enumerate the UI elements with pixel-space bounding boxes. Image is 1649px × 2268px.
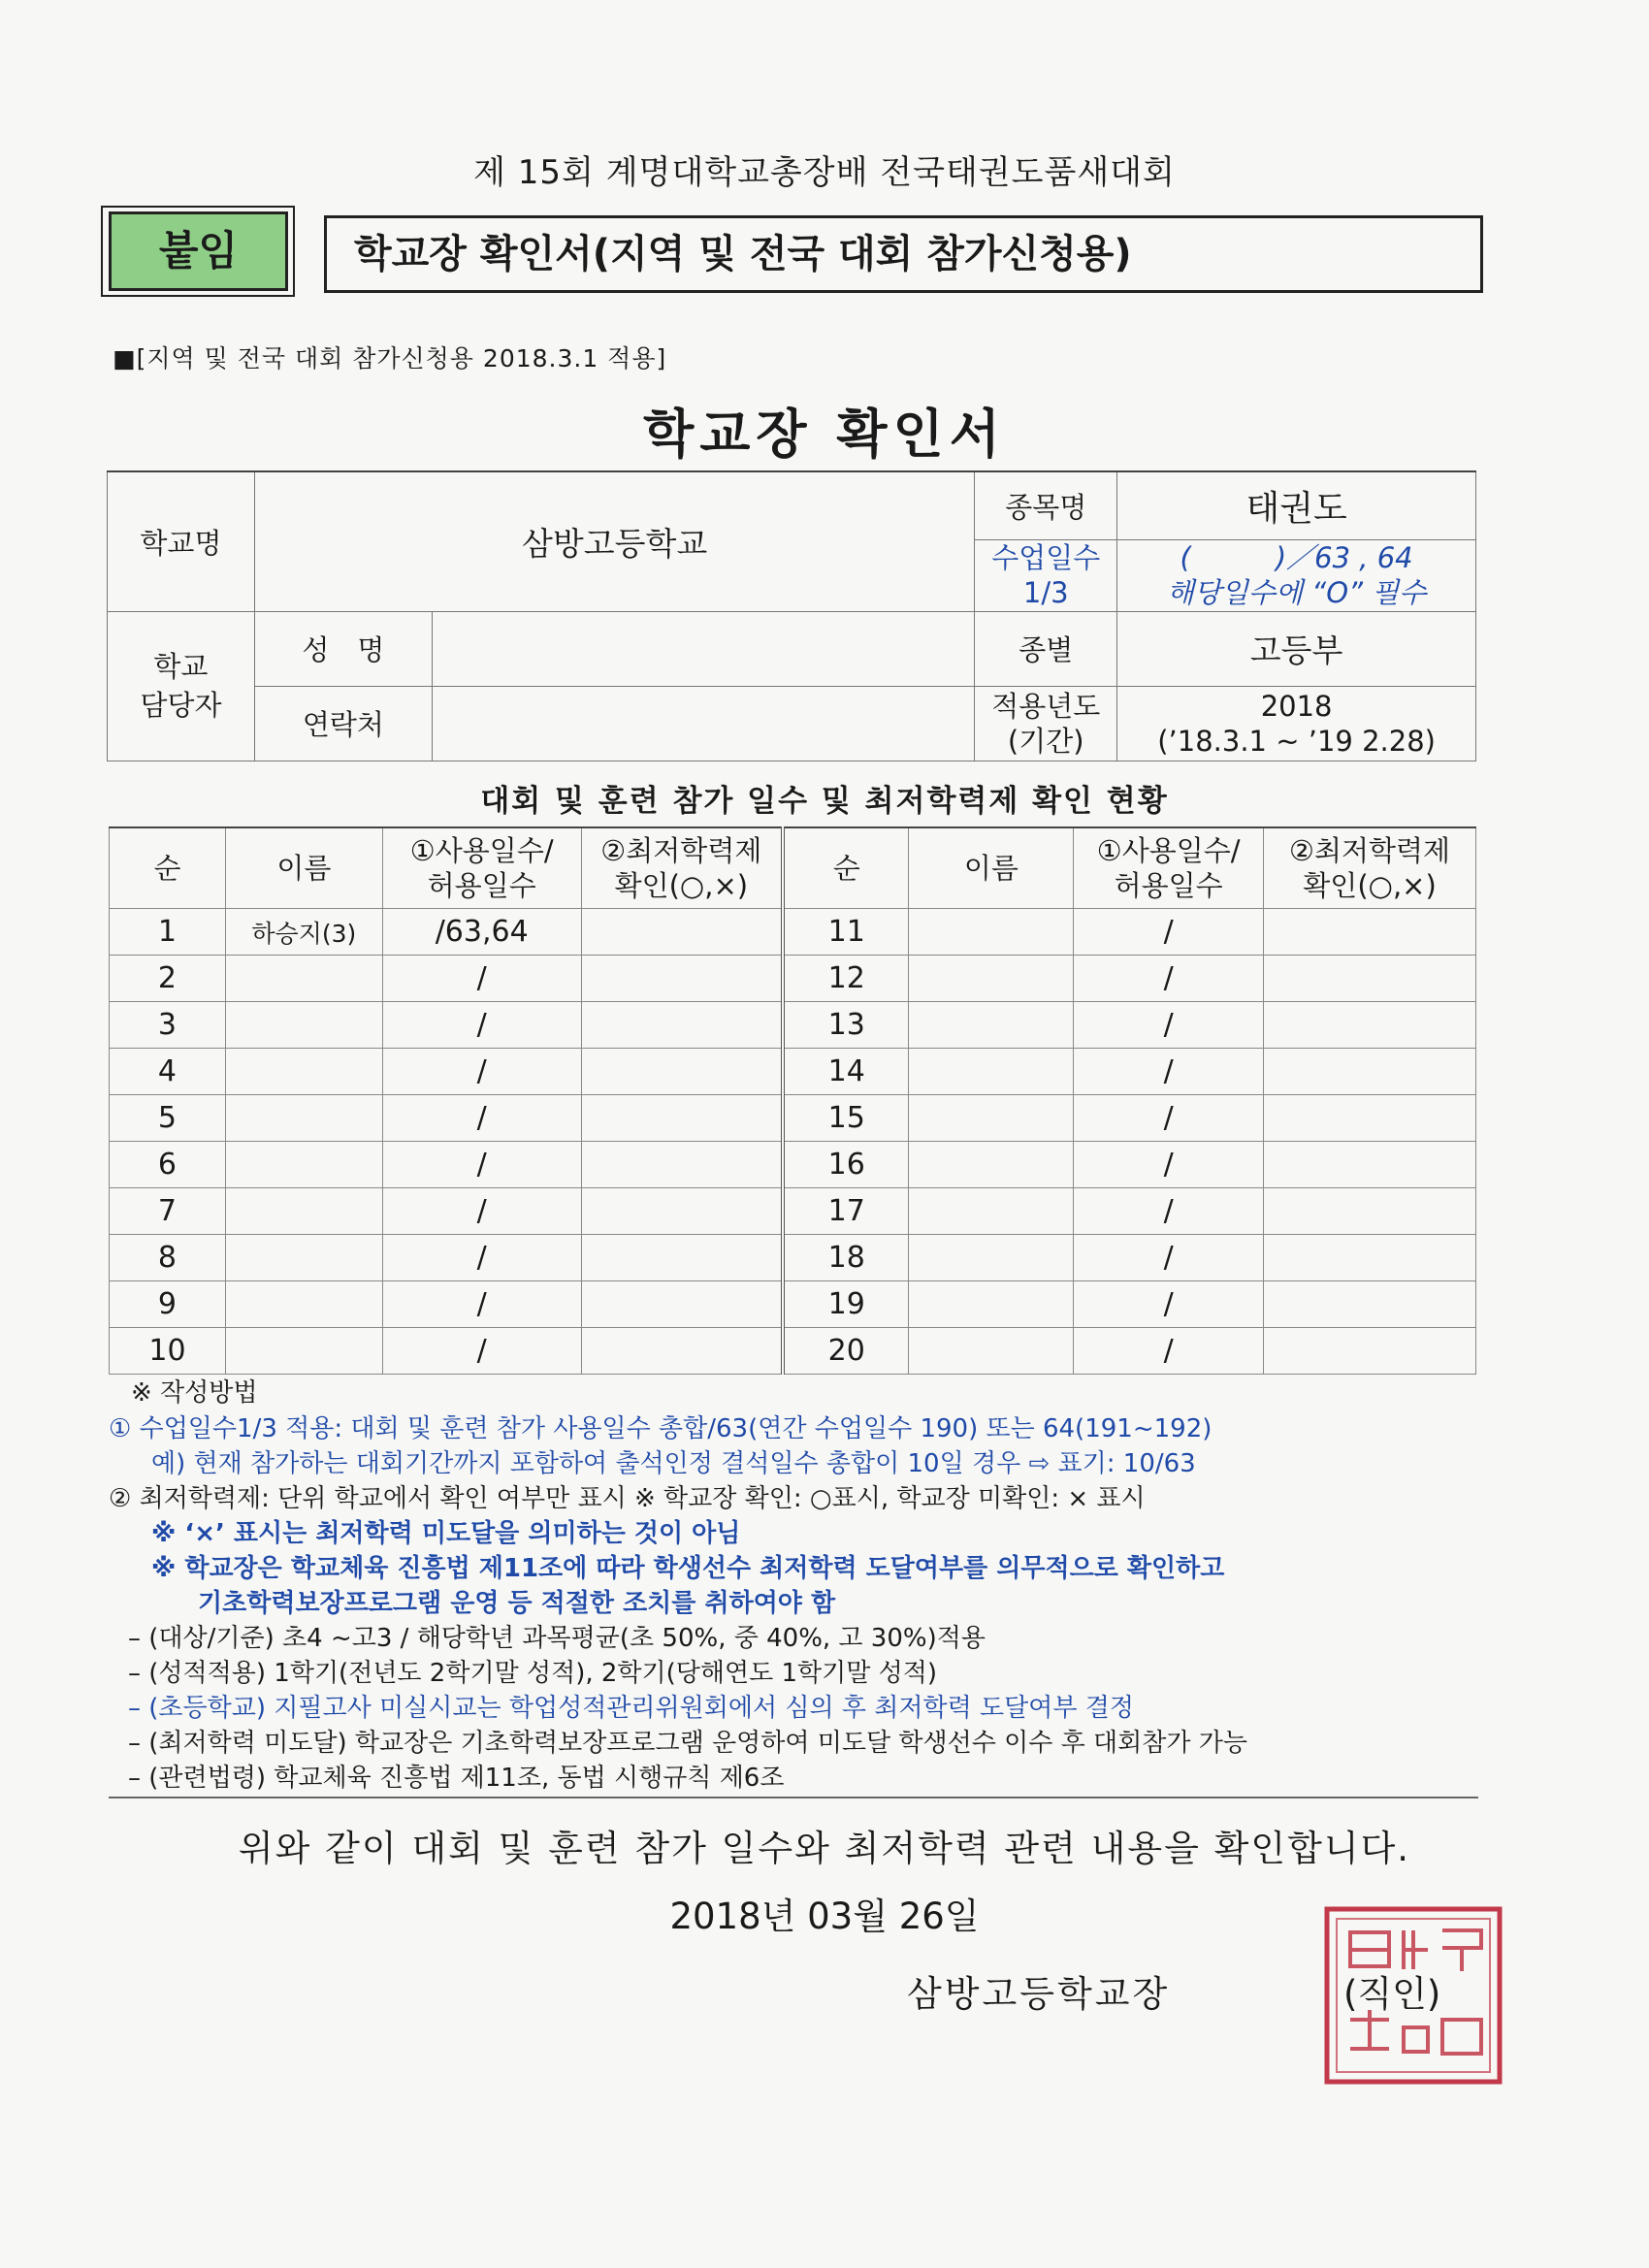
method-line: – (관련법령) 학교체육 진흥법 제11조, 동법 시행규칙 제6조	[128, 1764, 785, 1793]
row-number-cell-right: 14	[783, 1049, 909, 1095]
year-label	[975, 686, 1117, 761]
academic-check-cell	[581, 1281, 783, 1328]
student-name-cell	[225, 1235, 382, 1281]
col-check-header-line2: 확인(○,×)	[614, 869, 749, 902]
row-number-cell-right: 15	[783, 1095, 909, 1142]
table-row	[110, 1328, 1476, 1375]
method-line: – (초등학교) 지필고사 미실시교는 학업성적관리위원회에서 심의 후 최저학력 도달여부 결정	[128, 1694, 1134, 1723]
row-number-cell: 3	[110, 1002, 226, 1049]
days-used-cell-right: /	[1074, 1281, 1264, 1328]
col-name-header: 이름	[225, 827, 382, 909]
section-title: 대회 및 훈련 참가 일수 및 최저학력제 확인 현황	[480, 784, 1169, 819]
col-check-header-right-line1: ②최저학력제	[1289, 834, 1451, 867]
class-days-value	[1117, 539, 1476, 611]
academic-check-cell-right	[1264, 1095, 1476, 1142]
col-days-header-right-line1: ①사용일수/	[1096, 834, 1241, 867]
col-check-header-right-line2: 확인(○,×)	[1303, 869, 1437, 902]
days-used-cell-right: /	[1074, 1095, 1264, 1142]
col-name-header-right: 이름	[909, 827, 1074, 909]
row-number-cell: 9	[110, 1281, 226, 1328]
academic-check-cell-right	[1264, 1142, 1476, 1188]
academic-check-cell	[581, 956, 783, 1002]
student-name-cell	[225, 1049, 382, 1095]
student-name-cell	[225, 1281, 382, 1328]
days-used-cell-right: /	[1074, 1002, 1264, 1049]
col-no-header-right: 순	[783, 827, 909, 909]
info-table	[107, 470, 1476, 761]
event-value: 태권도	[1117, 471, 1476, 539]
days-used-cell: /	[382, 1328, 581, 1375]
academic-check-cell-right	[1264, 1328, 1476, 1375]
student-name-cell-right	[909, 1142, 1074, 1188]
year-value	[1117, 686, 1476, 761]
method-title: ※ 작성방법	[131, 1378, 258, 1408]
table-row	[110, 956, 1476, 1002]
seal-label: (직인)	[1343, 1973, 1441, 2015]
academic-check-cell	[581, 1235, 783, 1281]
academic-check-cell-right	[1264, 956, 1476, 1002]
student-name-cell-right	[909, 956, 1074, 1002]
student-name-cell-right	[909, 1049, 1074, 1095]
method-line: – (최저학력 미도달) 학교장은 기초학력보장프로그램 운영하여 미도달 학생선수 이수 후 대회참가 가능	[128, 1729, 1247, 1758]
student-name-cell-right	[909, 1235, 1074, 1281]
attachment-badge: 붙임	[109, 211, 288, 291]
days-used-cell-right: /	[1074, 1049, 1264, 1095]
table-row	[110, 1281, 1476, 1328]
table-row	[110, 1142, 1476, 1188]
academic-check-cell	[581, 1188, 783, 1235]
manager-label-line2: 담당자	[140, 689, 222, 722]
method-line: ② 최저학력제: 단위 학교에서 확인 여부만 표시 ※ 학교장 확인: ○표시, 학교장 미확인: × 표시	[109, 1484, 1146, 1513]
student-name-cell	[225, 1328, 382, 1375]
academic-check-cell	[581, 1049, 783, 1095]
academic-check-cell-right	[1264, 1049, 1476, 1095]
days-used-cell: /	[382, 1281, 581, 1328]
academic-check-cell-right	[1264, 1235, 1476, 1281]
days-used-cell: /	[382, 1235, 581, 1281]
table-row	[110, 1002, 1476, 1049]
days-used-cell-right: /	[1074, 1235, 1264, 1281]
table-header-row	[110, 827, 1476, 909]
student-name-cell	[225, 1095, 382, 1142]
student-name-cell-right	[909, 1281, 1074, 1328]
class-days-value-line2: 해당일수에 “O” 필수	[1166, 576, 1427, 609]
col-check-header-right	[1264, 827, 1476, 909]
method-line: 예) 현재 참가하는 대회기간까지 포함하여 출석인정 결석일수 총합이 10일 경우 ⇨ 표기: 10/63	[151, 1449, 1196, 1478]
event-title: 제 15회 계명대학교총장배 전국태권도품새대회	[473, 153, 1176, 192]
days-used-cell-right: /	[1074, 1188, 1264, 1235]
principal-name: 삼방고등학교장	[907, 1973, 1171, 2015]
student-name-cell-right	[909, 1328, 1074, 1375]
class-days-label-line1: 수업일수	[991, 541, 1101, 574]
manager-label	[108, 611, 255, 761]
academic-check-cell	[581, 1095, 783, 1142]
method-line: ※ ‘×’ 표시는 최저학력 미도달을 의미하는 것이 아님	[151, 1519, 741, 1548]
method-line: ※ 학교장은 학교체육 진흥법 제11조에 따라 학생선수 최저학력 도달여부를 의무적으로 확인하고	[151, 1554, 1225, 1583]
student-name-cell-right	[909, 909, 1074, 956]
row-number-cell: 10	[110, 1328, 226, 1375]
days-used-cell: /	[382, 956, 581, 1002]
col-check-header	[581, 827, 783, 909]
apply-note: ■[지역 및 전국 대회 참가신청용 2018.3.1 적용]	[113, 344, 667, 373]
row-number-cell: 1	[110, 909, 226, 956]
document-heading: 학교장 확인서	[643, 404, 1006, 465]
col-days-header-right	[1074, 827, 1264, 909]
table-row	[110, 909, 1476, 956]
confirm-statement: 위와 같이 대회 및 훈련 참가 일수와 최저학력 관련 내용을 확인합니다.	[238, 1828, 1411, 1869]
days-used-cell-right: /	[1074, 956, 1264, 1002]
method-lines	[109, 1411, 1496, 1796]
table-row	[110, 1188, 1476, 1235]
document-box-title: 학교장 확인서(지역 및 전국 대회 참가신청용)	[324, 215, 1483, 293]
days-used-cell: /	[382, 1049, 581, 1095]
row-number-cell: 6	[110, 1142, 226, 1188]
manager-label-line1: 학교	[153, 650, 209, 683]
student-name-cell-right	[909, 1002, 1074, 1049]
days-used-cell: /63,64	[382, 909, 581, 956]
col-days-header-line1: ①사용일수/	[409, 834, 554, 867]
confirm-date: 2018년 03월 26일	[669, 1895, 980, 1937]
divider-line	[109, 1797, 1478, 1798]
days-used-cell-right: /	[1074, 1142, 1264, 1188]
event-label: 종목명	[975, 471, 1117, 539]
academic-check-cell	[581, 909, 783, 956]
row-number-cell: 4	[110, 1049, 226, 1095]
row-number-cell-right: 12	[783, 956, 909, 1002]
name-value	[432, 611, 975, 686]
method-line: – (대상/기준) 초4 ~고3 / 해당학년 과목평균(초 50%, 중 40%, 고 30%)적용	[128, 1624, 986, 1653]
days-used-cell: /	[382, 1188, 581, 1235]
method-line: 기초학력보장프로그램 운영 등 적절한 조치를 취하여야 함	[198, 1589, 836, 1618]
row-number-cell-right: 18	[783, 1235, 909, 1281]
contact-value	[432, 686, 975, 761]
row-number-cell-right: 13	[783, 1002, 909, 1049]
year-value-line1: 2018	[1260, 689, 1333, 723]
row-number-cell-right: 11	[783, 909, 909, 956]
row-number-cell: 8	[110, 1235, 226, 1281]
year-value-line2: (’18.3.1 ~ ’19 2.28)	[1157, 724, 1436, 758]
student-name-cell: 하승지(3)	[225, 909, 382, 956]
year-label-line2: (기간)	[1007, 724, 1084, 758]
col-check-header-line1: ②최저학력제	[600, 834, 762, 867]
row-number-cell-right: 19	[783, 1281, 909, 1328]
table-row	[110, 1049, 1476, 1095]
class-days-value-line1: ( )／63 , 64	[1180, 541, 1413, 574]
col-days-header-right-line2: 허용일수	[1114, 869, 1223, 902]
school-name-value: 삼방고등학교	[254, 471, 974, 611]
row-number-cell: 2	[110, 956, 226, 1002]
student-name-cell	[225, 1002, 382, 1049]
name-label: 성 명	[254, 611, 432, 686]
col-days-header	[382, 827, 581, 909]
division-value: 고등부	[1117, 611, 1476, 686]
student-name-cell-right	[909, 1188, 1074, 1235]
academic-check-cell	[581, 1328, 783, 1375]
class-days-label	[975, 539, 1117, 611]
col-no-header: 순	[110, 827, 226, 909]
table-row	[110, 1235, 1476, 1281]
academic-check-cell-right	[1264, 1188, 1476, 1235]
method-line: ① 수업일수1/3 적용: 대회 및 훈련 참가 사용일수 총합/63(연간 수업일수 190) 또는 64(191~192)	[109, 1414, 1212, 1443]
row-number-cell: 5	[110, 1095, 226, 1142]
division-label: 종별	[975, 611, 1117, 686]
class-days-label-line2: 1/3	[1022, 576, 1069, 609]
days-used-cell: /	[382, 1142, 581, 1188]
academic-check-cell-right	[1264, 1002, 1476, 1049]
days-used-cell: /	[382, 1095, 581, 1142]
student-name-cell	[225, 1142, 382, 1188]
row-number-cell-right: 16	[783, 1142, 909, 1188]
contact-label: 연락처	[254, 686, 432, 761]
participation-table	[109, 826, 1476, 1375]
days-used-cell-right: /	[1074, 1328, 1264, 1375]
days-used-cell: /	[382, 1002, 581, 1049]
year-label-line1: 적용년도	[991, 689, 1101, 723]
table-row	[110, 1095, 1476, 1142]
student-name-cell	[225, 1188, 382, 1235]
school-name-label: 학교명	[108, 471, 255, 611]
method-line: – (성적적용) 1학기(전년도 2학기말 성적), 2학기(당해연도 1학기말 성적)	[128, 1659, 938, 1688]
academic-check-cell-right	[1264, 1281, 1476, 1328]
academic-check-cell	[581, 1002, 783, 1049]
student-name-cell-right	[909, 1095, 1074, 1142]
row-number-cell-right: 20	[783, 1328, 909, 1375]
row-number-cell: 7	[110, 1188, 226, 1235]
row-number-cell-right: 17	[783, 1188, 909, 1235]
academic-check-cell-right	[1264, 909, 1476, 956]
col-days-header-line2: 허용일수	[427, 869, 536, 902]
table-body	[110, 909, 1476, 1375]
academic-check-cell	[581, 1142, 783, 1188]
days-used-cell-right: /	[1074, 909, 1264, 956]
student-name-cell	[225, 956, 382, 1002]
